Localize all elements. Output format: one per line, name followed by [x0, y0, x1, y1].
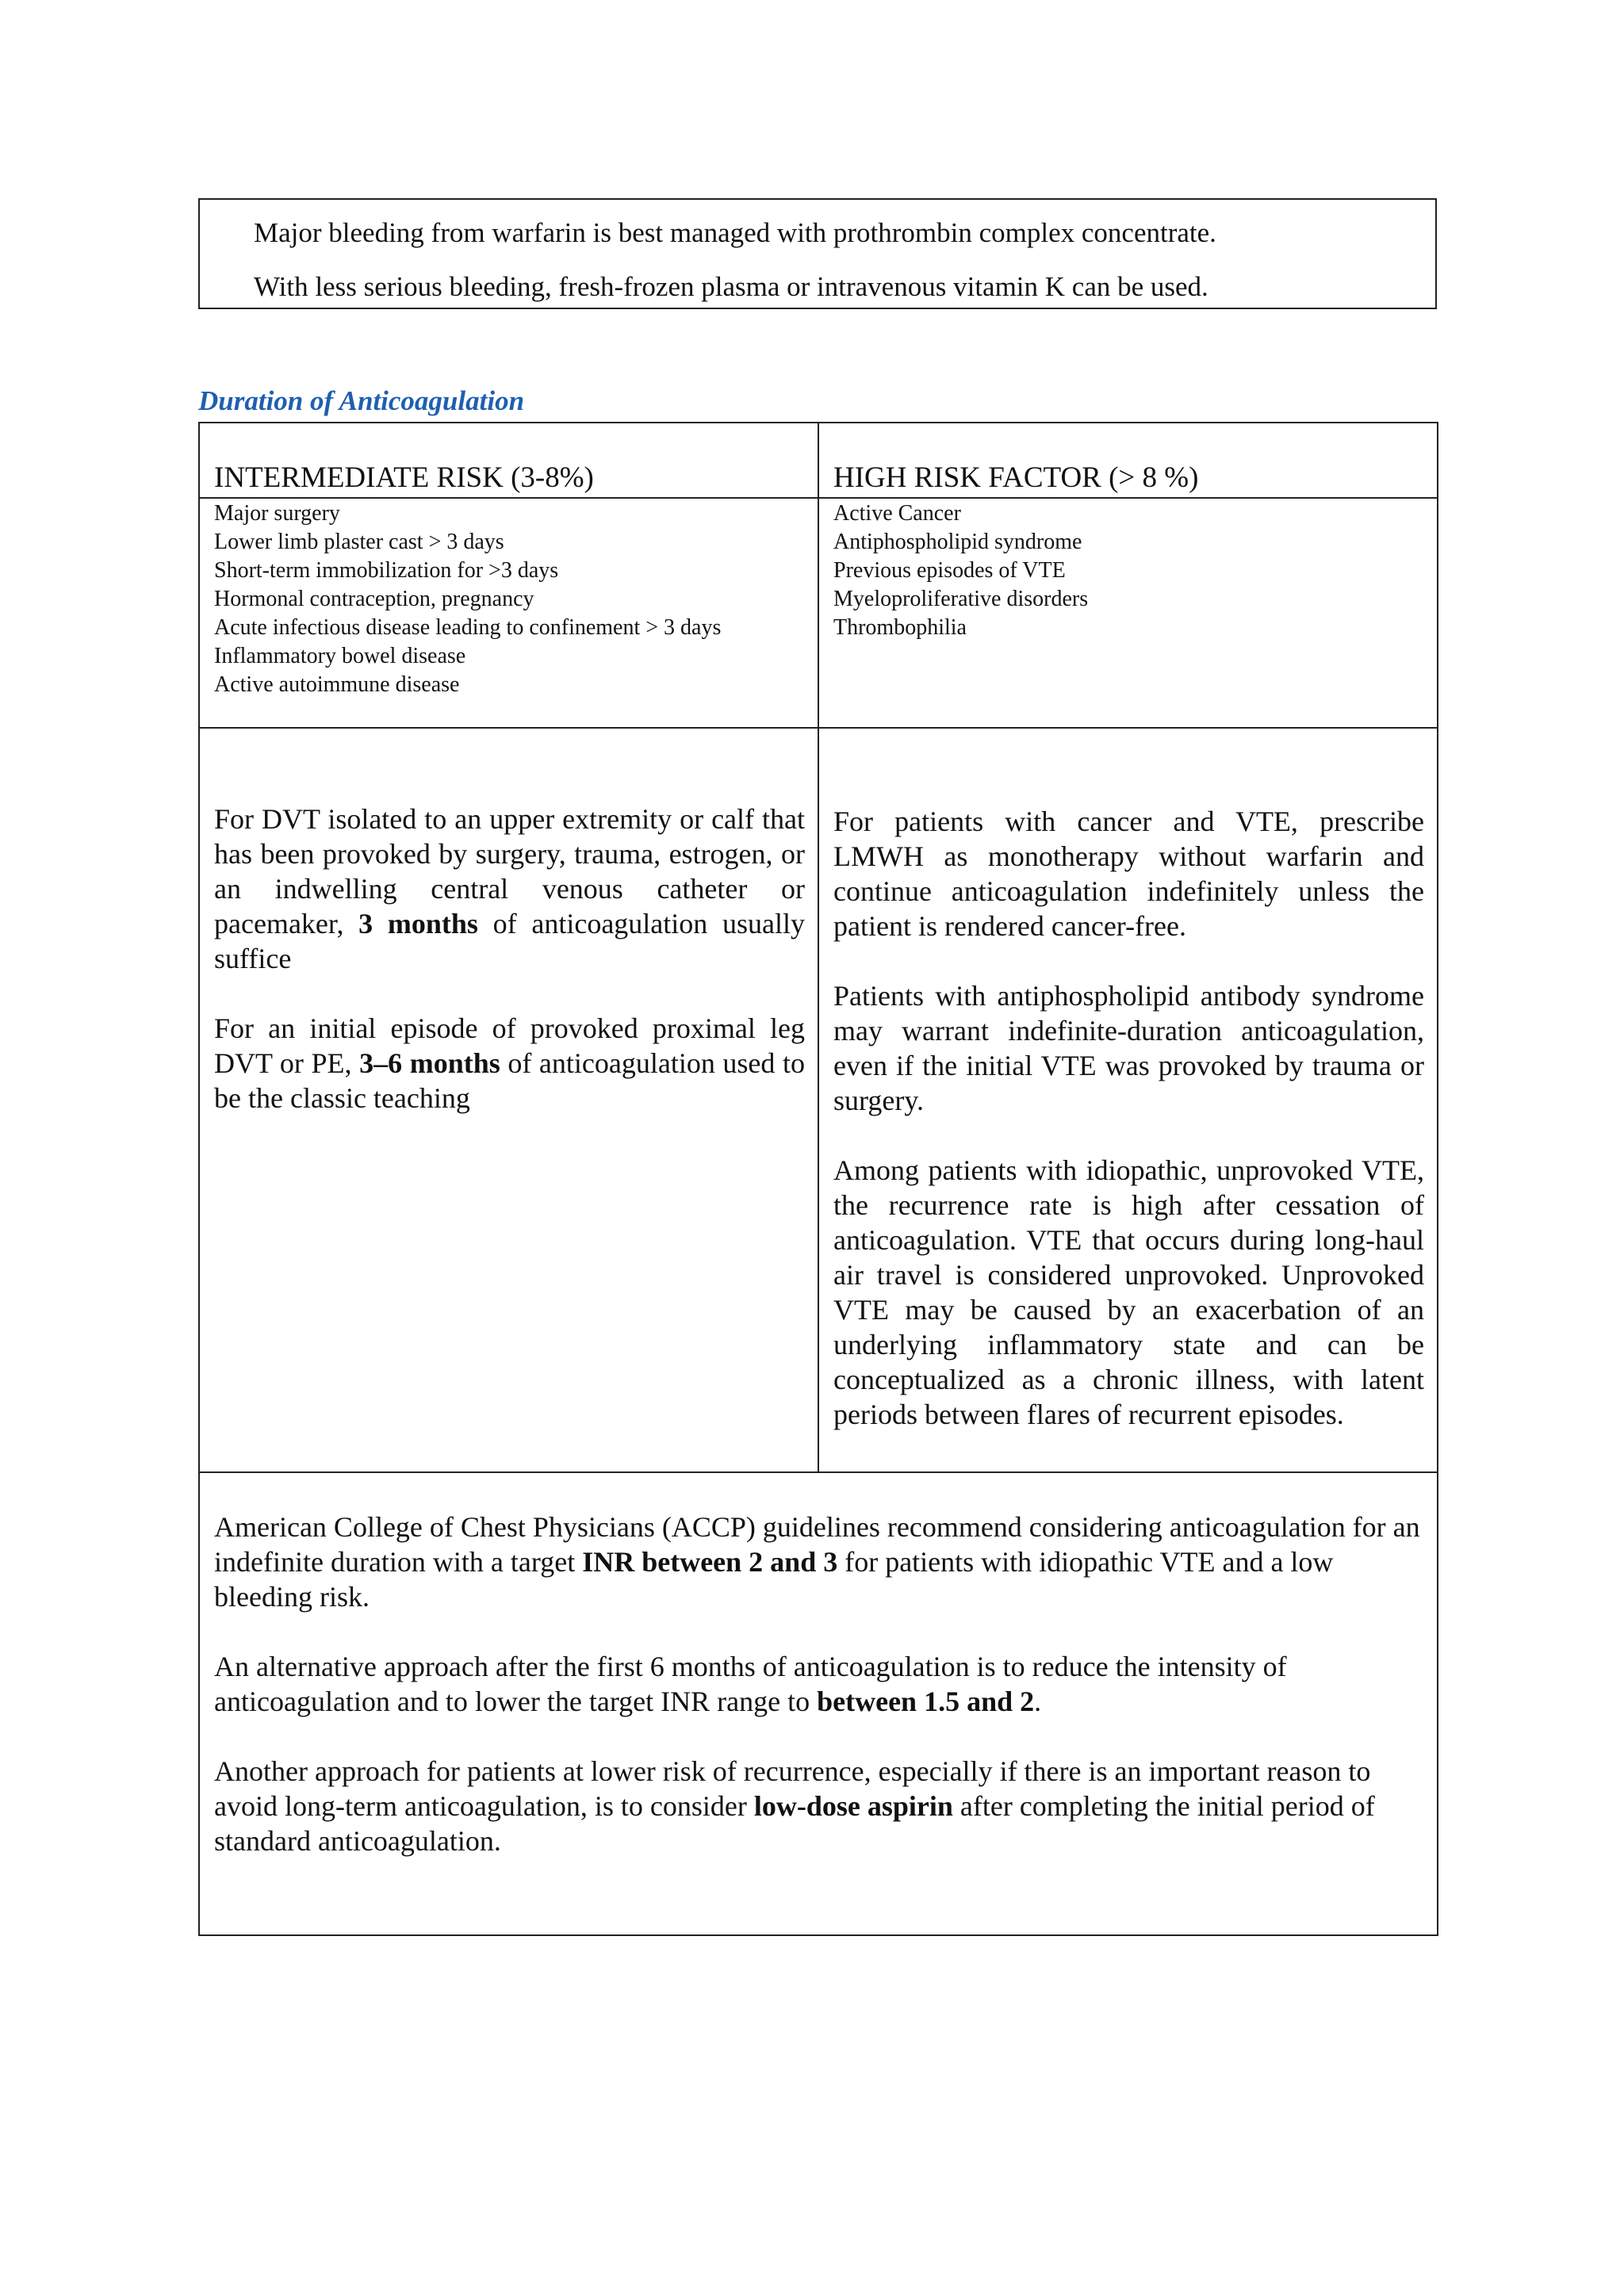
high-risk-guidance [833, 804, 1424, 1432]
list-item: Active autoimmune disease [214, 672, 460, 697]
high-paragraph-3: Among patients with idiopathic, unprovoked VTE, the recurrence rate is high after cessation of anticoagulation. VTE that occurs during long-haul air travel is considered unprovoked. Unprovoked VTE may be caused by an exacerbation of an underlying inflammatory state and can be conceptualized as a chronic illness, with latent periods between flares of recurrent episodes. [833, 1154, 1424, 1430]
bottom-paragraph-1: American College of Chest Physicians (ACCP) guidelines recommend considering anticoagulation for an indefinite duration with a target INR between 2 and 3 for patients with idiopathic VTE and a low bleeding risk. [214, 1511, 1420, 1613]
list-item: Previous episodes of VTE [833, 558, 1066, 583]
high-paragraph-1: For patients with cancer and VTE, prescribe LMWH as monotherapy without warfarin and continue anticoagulation indefinitely unless the patient is rendered cancer-free. [833, 806, 1424, 942]
list-item: Myeloproliferative disorders [833, 587, 1089, 611]
list-item: Active Cancer [833, 501, 961, 526]
bottom-paragraph-3: Another approach for patients at lower risk of recurrence, especially if there is an important reason to avoid long-term anticoagulation, is to consider low-dose aspirin after completing the initial period of standard anticoagulation. [214, 1755, 1375, 1857]
list-item: Antiphospholipid syndrome [833, 530, 1082, 554]
list-item: Major surgery [214, 501, 340, 526]
intermediate-guidance [214, 802, 805, 1115]
section-heading: Duration of Anticoagulation [198, 385, 525, 416]
list-item: Hormonal contraception, pregnancy [214, 587, 534, 611]
intermediate-paragraph-1: For DVT isolated to an upper extremity or calf that has been provoked by surgery, trauma, estrogen, or an indwelling central venous catheter or pacemaker, 3 months of anticoagulation usually suffice [214, 803, 806, 974]
accp-guidance [214, 1510, 1427, 1893]
intermediate-risk-factors [214, 499, 809, 699]
intermediate-paragraph-2: For an initial episode of provoked proximal leg DVT or PE, 3–6 months of anticoagulation used to be the classic teaching [214, 1012, 805, 1114]
bleeding-note-box [198, 198, 1437, 309]
list-item: Thrombophilia [833, 615, 967, 640]
high-risk-factors [833, 499, 1428, 642]
note-line-2: With less serious bleeding, fresh-frozen plasma or intravenous vitamin K can be used. [254, 271, 1208, 302]
list-item: Short-term immobilization for >3 days [214, 558, 559, 583]
list-item: Acute infectious disease leading to confinement > 3 days [214, 615, 722, 640]
bottom-paragraph-2: An alternative approach after the first 6 months of anticoagulation is to reduce the intensity of anticoagulation and to lower the target INR range to between 1.5 and 2. [214, 1651, 1287, 1717]
high-risk-header: HIGH RISK FACTOR (> 8 %) [833, 461, 1199, 494]
high-paragraph-2: Patients with antiphospholipid antibody syndrome may warrant indefinite-duration anticoagulation, even if the initial VTE was provoked by trauma or surgery. [833, 980, 1424, 1116]
list-item: Inflammatory bowel disease [214, 644, 466, 668]
list-item: Lower limb plaster cast > 3 days [214, 530, 504, 554]
note-line-1: Major bleeding from warfarin is best managed with prothrombin complex concentrate. [254, 217, 1216, 248]
intermediate-risk-header: INTERMEDIATE RISK (3-8%) [214, 461, 594, 494]
